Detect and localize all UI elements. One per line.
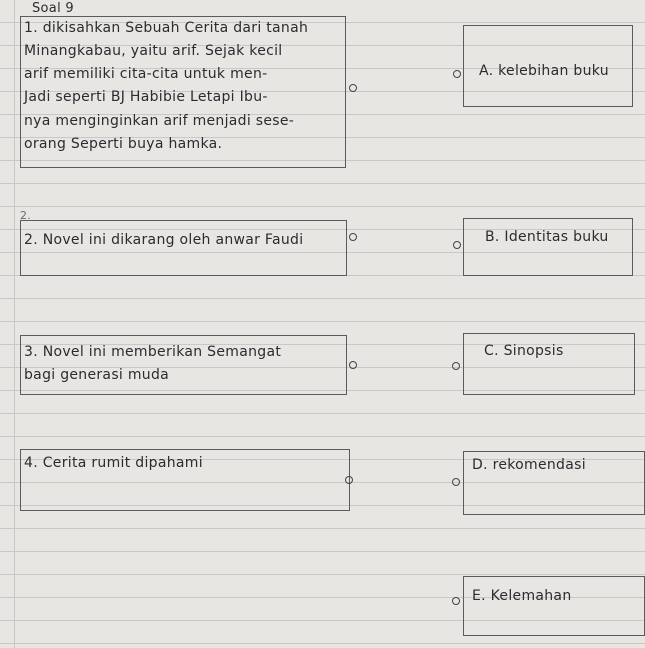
question-2-text: 2. Novel ini dikarang oleh anwar Faudi (24, 232, 304, 248)
answer-c-label: C. Sinopsis (484, 343, 564, 359)
answer-d-label: D. rekomendasi (472, 457, 586, 473)
answer-e-connector-dot[interactable] (452, 597, 460, 605)
question-1-line: orang Seperti buya hamka. (24, 136, 223, 152)
question-1-line: nya menginginkan arif menjadi sese- (24, 113, 295, 129)
margin-line (14, 0, 15, 648)
answer-d-connector-dot[interactable] (452, 478, 460, 486)
question-3-line: bagi generasi muda (24, 367, 170, 383)
question-1-line: Jadi seperti BJ Habibie Letapi Ibu- (24, 89, 268, 105)
question-4-text: 4. Cerita rumit dipahami (24, 455, 203, 471)
question-2-connector-dot[interactable] (349, 233, 357, 241)
question-3-connector-dot[interactable] (349, 361, 357, 369)
answer-e-label: E. Kelemahan (472, 588, 572, 604)
question-3-line: 3. Novel ini memberikan Semangat (24, 344, 282, 360)
answer-a-connector-dot[interactable] (453, 70, 461, 78)
question-4-connector-dot[interactable] (345, 476, 353, 484)
question-1-line: Minangkabau, yaitu arif. Sejak kecil (24, 43, 283, 59)
question-1-line: 1. dikisahkan Sebuah Cerita dari tanah (24, 20, 309, 36)
answer-c-connector-dot[interactable] (452, 362, 460, 370)
question-2-number-mark: 2. (20, 209, 32, 222)
answer-a-label: A. kelebihan buku (479, 63, 609, 79)
answer-b-label: B. Identitas buku (485, 229, 609, 245)
answer-b-connector-dot[interactable] (453, 241, 461, 249)
worksheet-title: Soal 9 (32, 1, 74, 16)
question-1-connector-dot[interactable] (349, 84, 357, 92)
question-1-line: arif memiliki cita-cita untuk men- (24, 66, 268, 82)
